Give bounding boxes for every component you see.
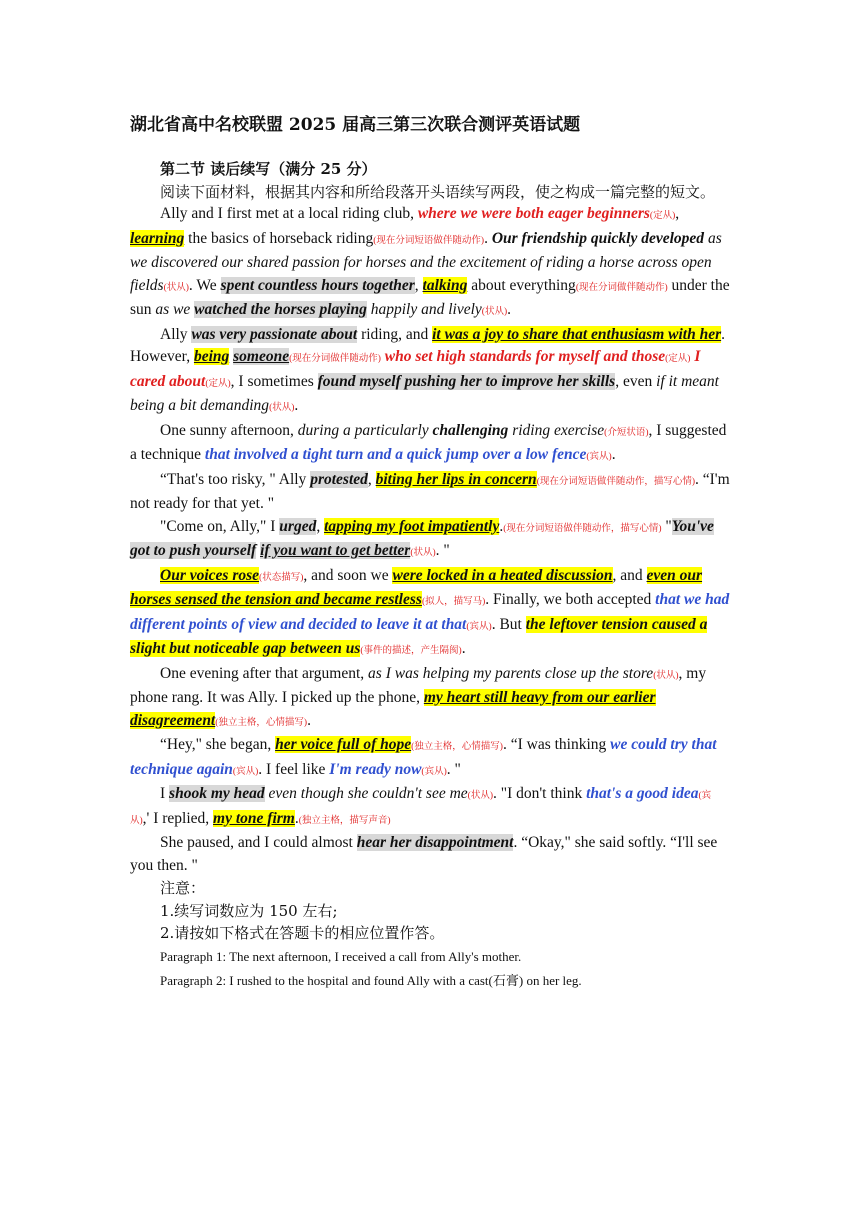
text-run: “Hey," she began, bbox=[160, 736, 276, 753]
grammar-note: (宾从) bbox=[421, 766, 447, 777]
paragraph-5 bbox=[130, 516, 730, 565]
text-run: as we bbox=[155, 301, 195, 318]
text-run: , bbox=[316, 517, 325, 535]
section-heading: 第二节 读后续写（满分 25 分） bbox=[160, 160, 377, 178]
text-run: as we discovered our shared passion for horses and the excitement of riding a horse across open fields bbox=[130, 229, 722, 294]
paragraph-1 bbox=[130, 203, 730, 324]
grammar-note: (宾从) bbox=[466, 621, 492, 632]
text-run: as I was helping bbox=[368, 664, 470, 682]
clause-highlight: where we were both eager beginners bbox=[417, 205, 650, 222]
clause-highlight: we could try that technique again bbox=[130, 736, 717, 778]
text-run: , even bbox=[615, 372, 657, 390]
clause-highlight: who set high standards for myself and those bbox=[380, 348, 666, 365]
phrase-highlight: even our horses sensed the tension and became restless bbox=[130, 566, 703, 608]
text-run: . “Okay," she said softly. “I'll see you then. " bbox=[130, 834, 718, 874]
phrase-highlight: urged bbox=[279, 517, 317, 535]
phrase-highlight: hear her disappointment bbox=[356, 834, 514, 851]
text-run: if it meant being a bit demanding bbox=[130, 372, 719, 414]
grammar-note: (状从) bbox=[481, 307, 508, 317]
text-run: " bbox=[661, 517, 672, 535]
clause-highlight: that's a good idea bbox=[586, 785, 699, 802]
text-run: . Finally, we both accepted bbox=[485, 591, 656, 608]
paragraph-2 bbox=[130, 324, 730, 420]
grammar-note: (宾从) bbox=[130, 791, 712, 826]
phrase-highlight: spent countless hours together bbox=[220, 276, 415, 294]
grammar-note: (定从) bbox=[665, 354, 691, 364]
text-run: challenging bbox=[432, 421, 509, 439]
phrase-highlight: being bbox=[193, 348, 230, 365]
paragraph-4 bbox=[130, 469, 730, 516]
grammar-note: (定从) bbox=[649, 211, 676, 221]
text-run: . bbox=[294, 397, 299, 414]
grammar-note: (状从) bbox=[653, 670, 679, 681]
instruction-text: 阅读下面材料，根据其内容和所给段落开头语续写两段，使之构成一篇完整的短文。 bbox=[160, 182, 716, 201]
text-run: . bbox=[307, 711, 311, 729]
text-run: . “I'm not ready for that yet. " bbox=[130, 470, 730, 512]
text-run: One evening after that argument, bbox=[160, 664, 369, 682]
text-run: , bbox=[414, 276, 423, 294]
paragraph-7 bbox=[130, 663, 730, 735]
grammar-note: (状态描写) bbox=[259, 572, 304, 583]
paragraph-3 bbox=[130, 420, 730, 469]
phrase-highlight: learning bbox=[130, 229, 185, 247]
text-run: . bbox=[611, 446, 616, 463]
clause-highlight: that we had different points of view and decided to leave it at that bbox=[130, 591, 730, 633]
grammar-note: (现在分词做伴随动作) bbox=[575, 282, 668, 293]
text-run: . bbox=[507, 301, 511, 318]
grammar-note: (现在分词短语做伴随动作，描写心情) bbox=[536, 476, 696, 487]
text-run: , I suggested a technique bbox=[130, 421, 727, 463]
grammar-note: (现在分词做伴随动作) bbox=[289, 354, 381, 364]
text-run: Ally and I first met at a local riding club, bbox=[160, 205, 418, 222]
phrase-highlight: someone bbox=[233, 348, 290, 365]
text-run: . bbox=[294, 809, 299, 827]
phrase-highlight: found myself pushing her to improve her skills bbox=[317, 372, 616, 390]
paragraph-8 bbox=[130, 734, 730, 783]
phrase-highlight: was very passionate about bbox=[191, 325, 358, 343]
clause-highlight: that involved a tight turn and a quick jump over a low fence bbox=[204, 446, 587, 463]
grammar-note: (定从) bbox=[205, 378, 231, 389]
clause-highlight: I'm ready now bbox=[329, 760, 422, 778]
paragraph-9 bbox=[130, 783, 730, 832]
grammar-note: (事件的描述，产生隔阂) bbox=[360, 646, 462, 656]
text-run: . bbox=[484, 229, 492, 247]
text-run: "Come on, Ally," I bbox=[160, 517, 280, 535]
text-run: Ally bbox=[160, 325, 192, 343]
text-run: , my phone rang. It was Ally. I picked up the phone, bbox=[130, 664, 707, 706]
grammar-note: (独立主格，心情描写) bbox=[215, 717, 308, 728]
phrase-highlight: talking bbox=[422, 276, 468, 294]
text-run: , and bbox=[612, 566, 647, 584]
grammar-note: (宾从) bbox=[232, 766, 259, 777]
phrase-highlight: Our voices rose bbox=[160, 566, 260, 584]
text-run: One sunny afternoon, bbox=[160, 421, 298, 439]
text-run: “That's too risky, " Ally bbox=[160, 470, 311, 488]
phrase-highlight: biting her lips in concern bbox=[375, 470, 537, 488]
grammar-note: (独立主格，描写声音) bbox=[298, 815, 391, 826]
text-run: during a particularly bbox=[297, 421, 433, 439]
phrase-highlight: Our friendship quickly developed bbox=[491, 229, 705, 247]
phrase-highlight: were locked in a heated discussion bbox=[392, 566, 613, 584]
grammar-note: (状从) bbox=[410, 548, 436, 558]
phrase-highlight: watched the horses playing bbox=[194, 301, 367, 318]
phrase-highlight: protested bbox=[310, 470, 368, 488]
phrase-highlight: tapping my foot impatiently bbox=[324, 517, 500, 535]
paragraph-1-prompt: Paragraph 1: The next afternoon, I received a call from Ally's mother. bbox=[160, 948, 522, 964]
text-run: , I sometimes bbox=[230, 372, 318, 390]
text-run: under the sun bbox=[130, 276, 730, 318]
text-run: my parents close up the store bbox=[469, 664, 654, 682]
notes-title: 注意： bbox=[160, 879, 206, 897]
text-run: , bbox=[367, 470, 376, 488]
text-run: happily and lively bbox=[366, 301, 482, 318]
grammar-note: (状从) bbox=[269, 403, 295, 413]
text-run: , bbox=[675, 205, 680, 222]
note-2: 2.请按如下格式在答题卡的相应位置作答。 bbox=[160, 924, 445, 942]
grammar-note: (状从) bbox=[467, 791, 493, 801]
text-run: even though she couldn't see me bbox=[264, 785, 468, 802]
text-run: . However, bbox=[130, 325, 725, 365]
text-run: . " bbox=[446, 760, 461, 778]
phrase-highlight: You've got to push yourself bbox=[130, 517, 714, 559]
paragraph-6 bbox=[130, 565, 730, 663]
phrase-highlight: her voice full of hope bbox=[275, 736, 412, 753]
text-run: She paused, and I could almost bbox=[160, 834, 357, 851]
text-run: . "I don't think bbox=[493, 785, 587, 802]
paragraph-2-prompt: Paragraph 2: I rushed to the hospital and found Ally with a cast(石膏) on her leg. bbox=[160, 972, 582, 988]
grammar-note: (介短状语) bbox=[604, 427, 649, 438]
text-run: . But bbox=[491, 615, 526, 633]
phrase-highlight: the leftover tension caused a slight but noticeable gap between us bbox=[130, 615, 708, 657]
document-title: 湖北省高中名校联盟 2025 届高三第三次联合测评英语试题 bbox=[130, 115, 581, 135]
note-1: 1.续写词数应为 150 左右; bbox=[160, 901, 338, 920]
text-run: . bbox=[499, 517, 504, 535]
phrase-highlight: shook my head bbox=[169, 785, 265, 802]
grammar-note: (状从) bbox=[163, 282, 189, 293]
text-run: . " bbox=[435, 542, 450, 559]
text-run: . We bbox=[188, 276, 221, 294]
grammar-note: (现在分词短语做伴随动作，描写心情) bbox=[503, 523, 662, 534]
text-run: . I feel like bbox=[258, 760, 330, 778]
text-run: riding, and bbox=[357, 325, 433, 343]
phrase-highlight: it was a joy to share that enthusiasm with her bbox=[432, 325, 722, 343]
clause-highlight: I cared about bbox=[130, 348, 701, 390]
text-run: ,' I replied, bbox=[142, 809, 214, 827]
text-run: about everything bbox=[467, 276, 576, 294]
phrase-highlight: my heart still heavy from our earlier disagreement bbox=[130, 689, 656, 729]
text-run: . bbox=[461, 640, 466, 657]
paragraph-10 bbox=[130, 832, 730, 877]
phrase-highlight: my tone firm bbox=[213, 809, 295, 827]
text-run: I bbox=[160, 785, 170, 802]
phrase-highlight: if you want to get better bbox=[260, 542, 411, 559]
text-run: , and soon we bbox=[303, 566, 393, 584]
grammar-note: (独立主格，心情描写) bbox=[411, 742, 503, 752]
document-page bbox=[130, 112, 730, 993]
grammar-note: (现在分词短语做伴随动作) bbox=[373, 235, 485, 246]
text-run: . “I was thinking bbox=[502, 736, 611, 753]
grammar-note: (拟人，描写马) bbox=[421, 597, 486, 607]
grammar-note: (宾从) bbox=[586, 452, 612, 462]
text-run: the basics of horseback riding bbox=[184, 229, 374, 247]
text-run: riding exercise bbox=[508, 421, 605, 439]
